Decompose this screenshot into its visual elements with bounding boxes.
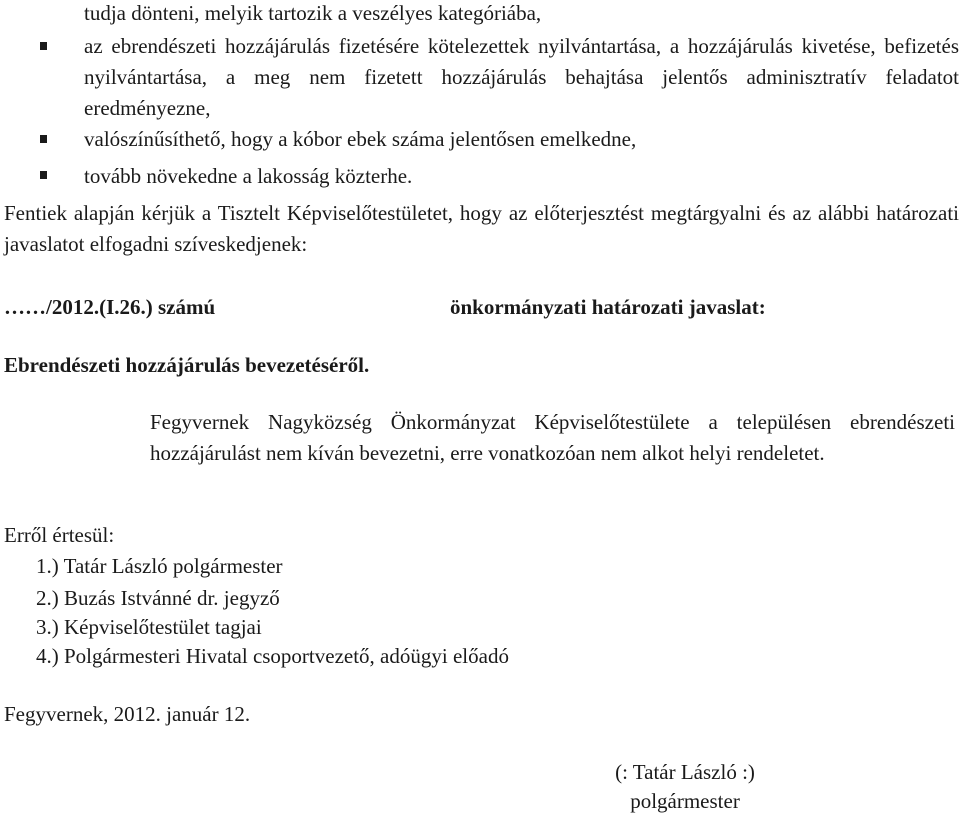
bullet-square-icon	[40, 171, 47, 179]
request-paragraph: Fentiek alapján kérjük a Tisztelt Képviselőtestületet, hogy az előterjesztést megtárgyalni és az alábbi határozati javaslatot elfogadni szíveskedjenek:	[4, 201, 959, 256]
intro-tail-text: tudja dönteni, melyik tartozik a veszélyes kategóriába,	[84, 1, 542, 25]
recipient-item: 4.) Polgármesteri Hivatal csoportvezető, adóügyi előadó	[36, 644, 509, 668]
signature-name: (: Tatár László :)	[615, 760, 755, 784]
signature-title: polgármester	[630, 789, 740, 813]
resolution-subject: Ebrendészeti hozzájárulás bevezetéséről.	[4, 353, 370, 377]
recipient-item: 2.) Buzás Istvánné dr. jegyző	[36, 586, 280, 610]
bullet-item-1: az ebrendészeti hozzájárulás fizetésére kötelezettek nyilvántartása, a hozzájárulás kivetése, befizetés nyilvántartása, a meg nem fizetett hozzájárulás behajtása jelentős adminisztratív feladatot eredményezne,	[84, 34, 959, 120]
resolution-number: ……/2012.(I.26.) számú	[4, 295, 216, 319]
notify-heading: Erről értesül:	[4, 523, 115, 547]
bullet-item-3: tovább növekedne a lakosság közterhe.	[84, 164, 413, 188]
bullet-square-icon	[40, 135, 47, 143]
bullet-square-icon	[40, 42, 47, 50]
resolution-body: Fegyvernek Nagyközség Önkormányzat Képviselőtestülete a településen ebrendészeti hozzájárulást nem kíván bevezetni, erre vonatkozóan nem alkot helyi rendeletet.	[150, 410, 955, 465]
place-date: Fegyvernek, 2012. január 12.	[4, 702, 251, 726]
resolution-label: önkormányzati határozati javaslat:	[450, 295, 766, 319]
recipient-item: 1.) Tatár László polgármester	[36, 554, 283, 578]
bullet-item-2: valószínűsíthető, hogy a kóbor ebek száma jelentősen emelkedne,	[84, 127, 637, 151]
recipient-item: 3.) Képviselőtestület tagjai	[36, 615, 262, 639]
